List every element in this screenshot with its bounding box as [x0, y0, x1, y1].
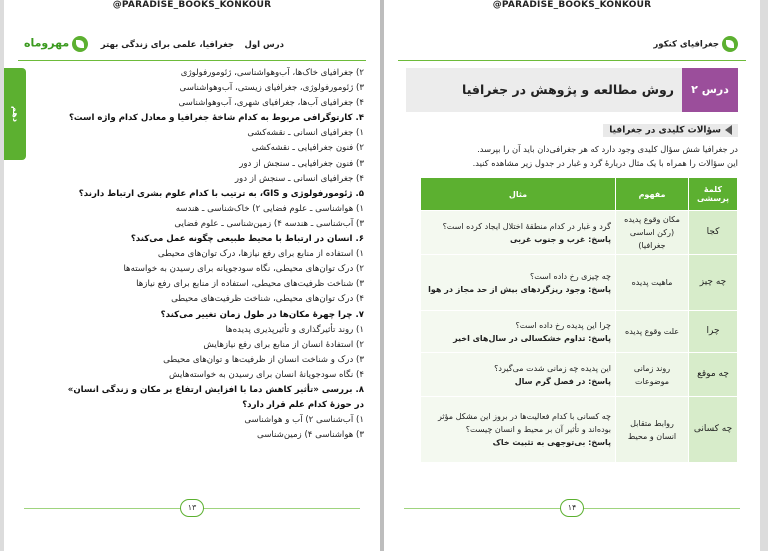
answer-option: ۲) جغرافیای خاک‌ها، آب‌وهواشناسی، ژئومورفولوژی: [180, 68, 364, 78]
example-answer: پاسخ: تداوم خشکسالی در سال‌های اخیر: [453, 333, 611, 343]
cell-concept: ماهیت پدیده: [616, 255, 689, 311]
question-stem: ۸. بررسی «تأثیر کاهش دما با افزایش ارتفاع بر مکان و زندگی انسان»: [67, 384, 364, 395]
cell-concept: مکان وقوع پدیده (رکن اساسی جغرافیا): [616, 211, 689, 255]
cell-concept: علت وقوع پدیده: [616, 311, 689, 353]
answer-option: ۳) هواشناسی ۴) زمین‌شناسی: [257, 430, 364, 441]
header-keyword: کلمهٔ پرسشی: [689, 178, 738, 211]
answer-option: ۳) شناخت ظرفیت‌های محیطی، استفاده از منابع برای رفع نیازها: [136, 279, 364, 290]
channel-handle: @PARADISE_BOOKS_KONKOUR: [492, 0, 652, 10]
example-question: گرد و غبار در کدام منطقهٔ اختلال ایجاد کرده است؟: [442, 221, 611, 231]
answer-option: ۴) درک توان‌های محیطی، شناخت ظرفیت‌های محیطی: [171, 294, 364, 305]
answer-option: ۲) درک توان‌های محیطی، نگاه سودجویانه برای رسیدن به خواسته‌ها: [123, 264, 364, 275]
question-list: [30, 66, 364, 443]
answer-option: ۱) هواشناسی ـ علوم فضایی ۲) خاک‌شناسی ـ هندسه: [175, 203, 364, 214]
lesson-title: روش مطالعه و پژوهش در جغرافیا: [462, 82, 674, 97]
example-answer: پاسخ: وجود ریزگردهای بیش از حد مجاز در هوا: [428, 284, 611, 294]
answer-option: ۱) آب‌شناسی ۲) آب و هواشناسی: [244, 415, 364, 426]
cell-example: [421, 311, 616, 353]
answer-option: ۴) نگاه سودجویانهٔ انسان برای رسیدن به خواسته‌هایش: [168, 369, 364, 380]
example-question: این پدیده چه زمانی شدت می‌گیرد؟: [494, 363, 611, 373]
header-example: مثال: [421, 178, 616, 211]
cell-example: [421, 397, 616, 463]
table-row: [421, 211, 738, 255]
header-title: جغرافیای کنکور: [653, 39, 720, 50]
intro-line: در جغرافیا شش سؤال کلیدی وجود دارد که هر جغرافی‌دان باید آن را بپرسد.: [477, 144, 738, 154]
cell-keyword: چه چیز: [689, 255, 738, 311]
grade-side-tab: دهم: [4, 68, 26, 160]
answer-option: ۳) درک و شناخت انسان از ظرفیت‌ها و توان‌های محیطی: [163, 354, 364, 365]
example-answer: پاسخ: بی‌توجهی به تثبیت خاک: [492, 438, 611, 447]
cell-example: [421, 353, 616, 397]
table-row: [421, 353, 738, 397]
section-title: [603, 124, 738, 137]
left-page: [4, 0, 380, 551]
header-title: جغرافیا، علمی برای زندگی بهتر: [100, 40, 234, 50]
example-question: چرا این پدیده رخ داده است؟: [515, 320, 611, 330]
answer-option: ۱) جغرافیای انسانی ـ نقشه‌کشی: [247, 128, 364, 139]
cell-concept: روابط متقابل انسان و محیط: [616, 397, 689, 463]
answer-option: ۳) ژئومورفولوژی، جغرافیای زیستی، آب‌وهواشناسی: [179, 83, 364, 94]
answer-option: ۳) فنون جغرافیایی ـ سنجش از دور: [239, 158, 364, 169]
page-header: [4, 36, 380, 58]
table-header-row: [421, 178, 738, 211]
lesson-tag: درس ۲: [682, 68, 738, 112]
header-lesson: درس اول: [244, 40, 284, 50]
table-row: [421, 255, 738, 311]
table-row: [421, 311, 738, 353]
answer-option: ۲) استفادهٔ انسان از منابع برای رفع نیازهایش: [203, 339, 364, 350]
page-number: ۱۴: [560, 499, 584, 517]
example-question: چه چیزی رخ داده است؟: [529, 271, 611, 281]
example-question: چه کسانی با کدام فعالیت‌ها در بروز این مشکل مؤثر بوده‌اند و تأثیر آن بر محیط و انسان چیست؟: [437, 412, 611, 434]
leaf-logo-icon: [72, 36, 88, 52]
brand-logo: [24, 36, 88, 52]
key-questions-table: [420, 177, 738, 463]
question-stem: در حوزهٔ کدام علم قرار دارد؟: [242, 400, 364, 411]
page-number: ۱۳: [180, 499, 204, 517]
header-brand: [653, 36, 738, 52]
example-answer: پاسخ: در فصل گرم سال: [514, 376, 611, 386]
answer-option: ۱) روند تأثیرگذاری و تأثیرپذیری پدیده‌ها: [225, 324, 364, 335]
header-rule: [18, 60, 366, 61]
leaf-logo-icon: [722, 36, 738, 52]
question-stem: ۵. ژئومورفولوژی و GIS، به ترتیب با کدام علوم بشری ارتباط دارند؟: [78, 188, 364, 199]
page-header: [384, 36, 760, 58]
cell-keyword: چرا: [689, 311, 738, 353]
header-rule: [398, 60, 746, 61]
cell-keyword: چه موقع: [689, 353, 738, 397]
question-stem: ۷. چرا چهرهٔ مکان‌ها در طول زمان تغییر می‌کند؟: [160, 309, 364, 320]
channel-handle: @PARADISE_BOOKS_KONKOUR: [112, 0, 272, 10]
section-title-text: سؤالات کلیدی در جغرافیا: [609, 125, 721, 136]
cell-keyword: کجا: [689, 211, 738, 255]
intro-paragraph: [406, 142, 738, 170]
question-stem: ۴. کارتوگرافی مربوط به کدام شاخهٔ جغرافیا و معادل کدام واژه است؟: [68, 113, 364, 124]
example-answer: پاسخ: غرب و جنوب غربی: [509, 234, 611, 244]
intro-line: این سؤالات را همراه با یک مثال دربارهٔ گرد و غبار در جدول زیر مشاهده کنید.: [472, 158, 738, 168]
cell-example: [421, 211, 616, 255]
answer-option: ۳) آب‌شناسی ـ هندسه ۴) زمین‌شناسی ـ علوم فضایی: [174, 218, 364, 229]
answer-option: ۱) استفاده از منابع برای رفع نیازها، درک توان‌های محیطی: [157, 249, 364, 260]
answer-option: ۲) فنون جغرافیایی ـ نقشه‌کشی: [251, 143, 364, 154]
right-page: [384, 0, 760, 551]
cell-concept: روند زمانی موضوعات: [616, 353, 689, 397]
cell-example: [421, 255, 616, 311]
brand-name: مهروماه: [24, 36, 70, 50]
triangle-arrow-icon: [725, 125, 732, 135]
answer-option: ۴) جغرافیای انسانی ـ سنجش از دور: [234, 173, 364, 184]
lesson-banner: [406, 68, 738, 112]
cell-keyword: چه کسانی: [689, 397, 738, 463]
answer-option: ۴) جغرافیای آب‌ها، جغرافیای شهری، آب‌وهواشناسی: [178, 98, 364, 109]
question-stem: ۶. انسان در ارتباط با محیط طبیعی چگونه عمل می‌کند؟: [130, 234, 364, 245]
header-concept: مفهوم: [616, 178, 689, 211]
table-row: [421, 397, 738, 463]
